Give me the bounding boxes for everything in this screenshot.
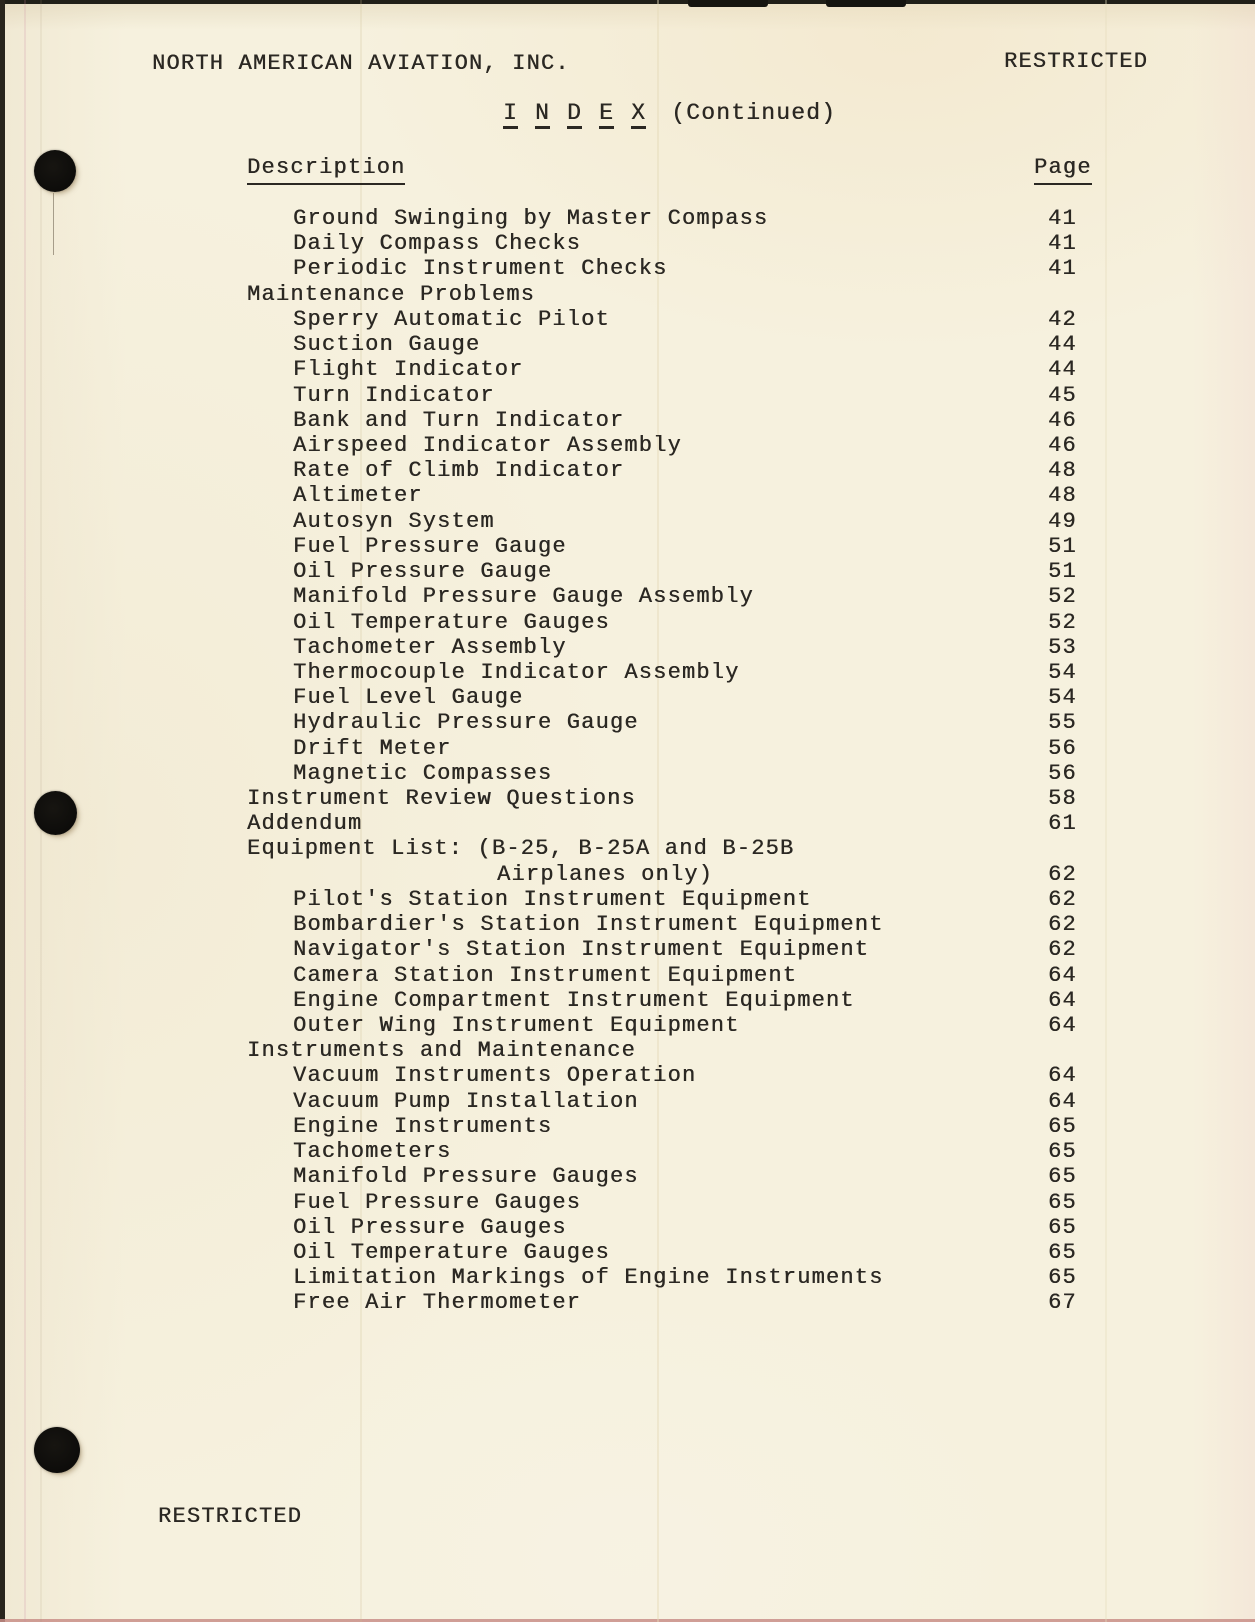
scan-scratch <box>53 193 54 255</box>
index-entry-page: 44 <box>1048 357 1077 383</box>
index-row <box>247 761 1117 786</box>
index-entry-text: Thermocouple Indicator Assembly <box>293 659 740 685</box>
index-entry-text: Magnetic Compasses <box>293 760 553 786</box>
index-row <box>247 1114 1117 1139</box>
index-entry-text: Autosyn System <box>293 508 495 534</box>
index-entry-text: Outer Wing Instrument Equipment <box>293 1013 740 1038</box>
index-entry-page: 46 <box>1048 407 1077 433</box>
index-row <box>247 1190 1117 1215</box>
index-row <box>247 509 1117 534</box>
index-row <box>247 307 1117 332</box>
index-entry-page: 53 <box>1048 634 1077 660</box>
index-row <box>247 1089 1117 1114</box>
title-continued-label: (Continued) <box>671 100 837 126</box>
index-entry-text: Flight Indicator <box>293 357 524 383</box>
index-entry-text: Bombardier's Station Instrument Equipment <box>293 912 884 938</box>
index-entry-page: 42 <box>1048 306 1077 332</box>
index-entry-text: Engine Compartment Instrument Equipment <box>293 987 855 1013</box>
index-row <box>247 635 1117 660</box>
index-entry-page: 62 <box>1048 912 1077 938</box>
index-entry-page: 65 <box>1048 1239 1077 1265</box>
index-entry-text: Sperry Automatic Pilot <box>293 306 610 332</box>
index-row <box>247 988 1117 1013</box>
index-row <box>247 408 1117 433</box>
index-row <box>247 786 1117 811</box>
index-entry-text: Addendum <box>247 811 363 837</box>
index-row <box>247 231 1117 256</box>
column-header-page: Page <box>1034 155 1092 180</box>
index-row <box>247 685 1117 710</box>
index-entry-page: 46 <box>1048 432 1077 458</box>
index-list <box>247 206 1117 1316</box>
index-entry-text: Manifold Pressure Gauges <box>293 1164 639 1190</box>
hole-punch-bottom <box>34 1427 80 1473</box>
index-row <box>247 559 1117 584</box>
index-entry-text: Turn Indicator <box>293 382 495 408</box>
index-entry-page: 67 <box>1048 1290 1077 1316</box>
index-entry-page: 52 <box>1048 609 1077 635</box>
index-row <box>247 1038 1117 1063</box>
index-entry-page: 41 <box>1048 256 1077 282</box>
index-entry-text: Oil Temperature Gauges <box>293 1239 610 1265</box>
scan-top-smudge <box>826 0 906 7</box>
index-row <box>247 1215 1117 1240</box>
index-row <box>247 584 1117 609</box>
index-entry-text: Navigator's Station Instrument Equipment <box>293 937 870 963</box>
index-entry-page: 44 <box>1048 332 1077 358</box>
index-entry-text: Airspeed Indicator Assembly <box>293 432 682 458</box>
index-row <box>247 383 1117 408</box>
index-row <box>247 534 1117 559</box>
index-entry-text: Periodic Instrument Checks <box>293 256 668 282</box>
index-entry-page: 61 <box>1048 811 1077 837</box>
index-entry-page: 65 <box>1048 1139 1077 1165</box>
index-entry-text: Hydraulic Pressure Gauge <box>293 710 639 736</box>
index-entry-text: Bank and Turn Indicator <box>293 407 625 433</box>
index-entry-text: Daily Compass Checks <box>293 231 582 257</box>
index-entry-text: Altimeter <box>293 483 423 509</box>
index-entry-page: 64 <box>1048 962 1077 988</box>
index-row <box>247 433 1117 458</box>
title-letter: E <box>599 102 614 129</box>
index-row <box>247 736 1117 761</box>
scan-top-edge <box>0 0 1255 4</box>
index-entry-page: 65 <box>1048 1265 1077 1291</box>
index-entry-page: 56 <box>1048 760 1077 786</box>
index-entry-text: Suction Gauge <box>293 332 481 358</box>
index-entry-text: Fuel Pressure Gauge <box>293 533 567 559</box>
index-entry-page: 65 <box>1048 1113 1077 1139</box>
index-row <box>247 912 1117 937</box>
index-entry-text: Oil Pressure Gauge <box>293 559 553 585</box>
index-row <box>247 1265 1117 1290</box>
index-entry-page: 56 <box>1048 735 1077 761</box>
paper-crease <box>24 0 26 1622</box>
index-row <box>247 1290 1117 1315</box>
index-entry-page: 52 <box>1048 584 1077 610</box>
hole-punch-middle <box>34 791 77 835</box>
index-entry-page: 62 <box>1048 886 1077 912</box>
index-entry-text: Maintenance Problems <box>247 281 536 307</box>
index-entry-text: Engine Instruments <box>293 1113 553 1139</box>
title-letter: D <box>567 102 582 129</box>
index-row <box>247 862 1117 887</box>
index-entry-text: Free Air Thermometer <box>293 1290 582 1316</box>
index-row <box>247 206 1117 231</box>
index-row <box>247 256 1117 281</box>
index-entry-page: 65 <box>1048 1164 1077 1190</box>
index-entry-page: 49 <box>1048 508 1077 534</box>
index-entry-page: 62 <box>1048 937 1077 963</box>
index-entry-text: Equipment List: (B-25, B-25A and B-25B <box>247 836 795 862</box>
index-entry-page: 58 <box>1048 786 1077 812</box>
index-entry-page: 64 <box>1048 1013 1077 1038</box>
index-entry-text: Instrument Review Questions <box>247 786 636 812</box>
index-row <box>247 610 1117 635</box>
index-entry-page: 51 <box>1048 533 1077 559</box>
column-header-description: Description <box>247 155 405 180</box>
index-entry-text: Camera Station Instrument Equipment <box>293 962 798 988</box>
index-entry-text: Vacuum Instruments Operation <box>293 1063 697 1089</box>
hole-punch-top <box>34 150 76 192</box>
index-row <box>247 458 1117 483</box>
index-entry-page: 64 <box>1048 1063 1077 1089</box>
index-row <box>247 710 1117 735</box>
index-entry-page: 62 <box>1048 861 1077 887</box>
index-entry-text: Drift Meter <box>293 735 452 761</box>
index-entry-text: Tachometers <box>293 1139 452 1165</box>
index-row <box>247 282 1117 307</box>
scan-left-edge <box>0 0 5 1622</box>
index-row <box>247 836 1117 861</box>
index-row <box>247 1164 1117 1189</box>
classification-stamp-bottom: RESTRICTED <box>158 1504 303 1529</box>
index-entry-page: 54 <box>1048 685 1077 711</box>
index-row <box>247 1013 1117 1038</box>
index-entry-page: 65 <box>1048 1214 1077 1240</box>
index-entry-page: 45 <box>1048 382 1077 408</box>
index-entry-text: Oil Temperature Gauges <box>293 609 610 635</box>
index-entry-text: Fuel Pressure Gauges <box>293 1189 582 1215</box>
index-entry-text: Manifold Pressure Gauge Assembly <box>293 584 754 610</box>
index-entry-page: 64 <box>1048 1088 1077 1114</box>
index-row <box>247 332 1117 357</box>
title-letter: I <box>503 102 518 129</box>
index-row <box>247 660 1117 685</box>
index-row <box>247 1139 1117 1164</box>
index-entry-text: Instruments and Maintenance <box>247 1038 636 1064</box>
index-row <box>247 483 1117 508</box>
scan-top-smudge <box>688 0 768 7</box>
index-entry-text: Oil Pressure Gauges <box>293 1214 567 1240</box>
index-entry-page: 48 <box>1048 483 1077 509</box>
index-entry-text: Pilot's Station Instrument Equipment <box>293 886 812 912</box>
index-entry-text: Ground Swinging by Master Compass <box>293 206 769 231</box>
index-entry-page: 55 <box>1048 710 1077 736</box>
index-entry-page: 65 <box>1048 1189 1077 1215</box>
index-entry-text: Fuel Level Gauge <box>293 685 524 711</box>
index-row <box>247 887 1117 912</box>
classification-stamp-top: RESTRICTED <box>1003 49 1148 74</box>
page-title <box>503 100 836 129</box>
index-entry-page: 41 <box>1048 231 1077 257</box>
index-entry-page: 54 <box>1048 659 1077 685</box>
index-entry-page: 41 <box>1048 206 1077 231</box>
title-letter: X <box>631 102 646 129</box>
title-letter: N <box>535 102 550 129</box>
index-entry-page: 64 <box>1048 987 1077 1013</box>
index-entry-text: Limitation Markings of Engine Instruments <box>293 1265 884 1291</box>
company-name: NORTH AMERICAN AVIATION, INC. <box>152 51 570 76</box>
index-row <box>247 357 1117 382</box>
index-entry-page: 48 <box>1048 458 1077 484</box>
index-entry-text: Airplanes only) <box>497 861 714 887</box>
index-row <box>247 811 1117 836</box>
index-entry-page: 51 <box>1048 559 1077 585</box>
index-row <box>247 963 1117 988</box>
index-row <box>247 937 1117 962</box>
index-entry-text: Vacuum Pump Installation <box>293 1088 639 1114</box>
index-row <box>247 1240 1117 1265</box>
index-entry-text: Tachometer Assembly <box>293 634 567 660</box>
index-entry-text: Rate of Climb Indicator <box>293 458 625 484</box>
index-row <box>247 1063 1117 1088</box>
